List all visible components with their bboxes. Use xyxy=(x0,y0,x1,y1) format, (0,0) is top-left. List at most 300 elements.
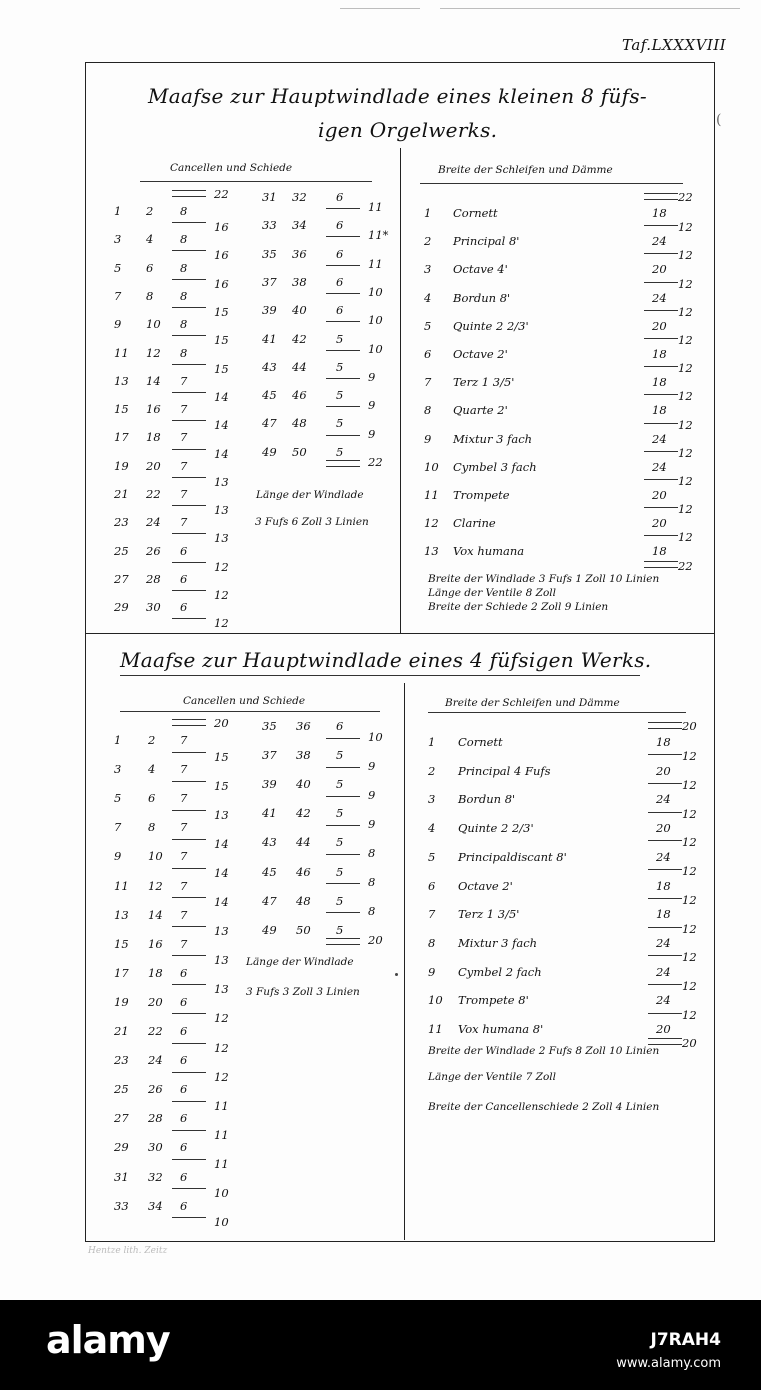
cancelle-number: 46 xyxy=(296,864,311,879)
cancelle-number: 8 xyxy=(146,288,154,303)
cancelle-number: 21 xyxy=(114,1024,129,1038)
cancelle-number: 26 xyxy=(146,543,161,558)
section2-title-rule xyxy=(120,675,640,676)
schied-width: 14 xyxy=(214,418,229,433)
damm-rule xyxy=(644,423,678,424)
schied-width: 12 xyxy=(214,588,229,603)
schied-rule xyxy=(326,350,360,351)
schied-rule xyxy=(326,208,360,209)
damm-rule xyxy=(648,984,682,985)
schied-width: 13 xyxy=(214,982,229,997)
section1-column-divider xyxy=(400,148,401,633)
cancelle-width: 5 xyxy=(336,359,344,374)
cancelle-width: 5 xyxy=(336,444,344,459)
register-number: 7 xyxy=(428,907,436,922)
schied-width: 12 xyxy=(214,1069,229,1084)
damm-rule xyxy=(644,479,678,480)
plate-label: Taf.LXXXVIII xyxy=(622,36,727,54)
cancelle-number: 23 xyxy=(114,1053,129,1068)
schied-width: 13 xyxy=(214,531,229,546)
cancelle-width: 7 xyxy=(180,878,188,893)
schied-width: 8 xyxy=(368,904,376,919)
damm-rule xyxy=(644,507,678,508)
damm-width: 12 xyxy=(678,332,693,347)
section2-note: Breite der Windlade 2 Fufs 8 Zoll 10 Linien xyxy=(428,1045,660,1057)
schied-rule xyxy=(326,883,360,884)
register-number: 12 xyxy=(424,516,439,531)
section2-left-underline xyxy=(120,711,380,712)
register-name: Principal 8' xyxy=(453,234,520,249)
schied-width: 8 xyxy=(368,845,376,860)
damm-width: 12 xyxy=(678,361,693,376)
section1-laenge-label: Länge der Windlade xyxy=(256,489,364,501)
cancelle-width: 5 xyxy=(336,416,344,431)
schied-width: 13 xyxy=(214,953,229,968)
damm-rule xyxy=(644,338,678,339)
cancelle-number: 38 xyxy=(296,748,311,763)
cancelle-number: 7 xyxy=(114,820,122,835)
image-url: www.alamy.com xyxy=(616,1356,721,1371)
cancelle-number: 39 xyxy=(262,777,277,792)
schied-rule xyxy=(172,752,206,753)
section1-left-heading: Cancellen und Schiede xyxy=(170,162,293,174)
section-divider xyxy=(85,633,714,634)
damm-width: 12 xyxy=(678,417,693,432)
schied-rule xyxy=(172,364,206,365)
schleife-width: 20 xyxy=(652,318,667,333)
cancelle-number: 26 xyxy=(148,1082,163,1097)
schied-rule xyxy=(172,1101,206,1102)
schied-width: 9 xyxy=(368,816,376,831)
cancelle-number: 27 xyxy=(114,1111,129,1126)
cancelle-width: 8 xyxy=(180,204,188,218)
register-number: 8 xyxy=(428,935,436,950)
cancelle-width: 6 xyxy=(180,1053,188,1068)
cancelle-width: 6 xyxy=(180,571,188,586)
cancelle-number: 10 xyxy=(148,849,163,864)
cancelle-number: 12 xyxy=(148,878,163,893)
schleife-width: 24 xyxy=(656,849,671,864)
damm-width: 12 xyxy=(678,530,693,545)
schleife-width: 24 xyxy=(656,935,671,950)
cancelle-number: 4 xyxy=(148,762,156,777)
schleife-width: 18 xyxy=(652,347,667,361)
cancelle-number: 25 xyxy=(114,543,129,558)
cancelle-width: 5 xyxy=(336,777,344,792)
cancelle-number: 5 xyxy=(114,791,122,806)
schied-rule xyxy=(172,926,206,927)
cancelle-number: 37 xyxy=(262,748,277,763)
cancelle-number: 35 xyxy=(262,719,277,733)
cancelle-number: 15 xyxy=(114,936,129,951)
cancelle-number: 13 xyxy=(114,373,129,388)
cancelle-number: 8 xyxy=(148,820,156,835)
register-name: Quarte 2' xyxy=(453,403,508,418)
damm-rule xyxy=(648,840,682,841)
cancelle-width: 6 xyxy=(336,303,344,318)
register-number: 4 xyxy=(428,821,436,836)
cancelle-number: 43 xyxy=(262,835,277,850)
cancelle-width: 6 xyxy=(180,1082,188,1097)
cancelle-number: 36 xyxy=(292,246,307,261)
cancelle-number: 41 xyxy=(262,806,277,821)
schied-rule xyxy=(172,562,206,563)
schied-rule xyxy=(172,420,206,421)
cancelle-number: 12 xyxy=(146,345,161,360)
schied-width: 15 xyxy=(214,361,229,376)
schied-width: 10 xyxy=(214,1215,229,1230)
damm-width: 12 xyxy=(678,389,693,404)
damm-width: 12 xyxy=(678,473,693,488)
register-name: Cornett xyxy=(453,206,498,220)
register-number: 13 xyxy=(424,544,439,559)
cancelle-width: 6 xyxy=(336,218,344,233)
cancelle-width: 6 xyxy=(180,1111,188,1126)
schied-rule xyxy=(172,984,206,985)
cancelle-number: 18 xyxy=(146,430,161,445)
section1-note: Länge der Ventile 8 Zoll xyxy=(428,587,556,599)
cancelle-number: 1 xyxy=(114,204,122,218)
schied-rule xyxy=(172,897,206,898)
schleife-width: 24 xyxy=(656,993,671,1008)
schied-rule xyxy=(172,279,206,280)
cancelle-number: 34 xyxy=(148,1198,163,1213)
cancelle-width: 6 xyxy=(336,274,344,289)
section1-left-underline xyxy=(140,181,372,182)
schied-width: 14 xyxy=(214,446,229,461)
schied-rule xyxy=(172,505,206,506)
cancelle-width: 7 xyxy=(180,402,188,417)
cancelle-number: 15 xyxy=(114,402,129,417)
damm-width: 12 xyxy=(678,276,693,291)
schied-rule xyxy=(172,335,206,336)
damm-width: 12 xyxy=(682,749,697,764)
schied-width: 8 xyxy=(368,875,376,890)
register-name: Clarine xyxy=(453,516,496,531)
register-name: Cornett xyxy=(458,735,503,749)
cancelle-number: 9 xyxy=(114,849,122,864)
schleife-width: 18 xyxy=(652,403,667,418)
schied-width: 10 xyxy=(368,341,383,356)
damm-rule xyxy=(644,310,678,311)
damm-double-rule xyxy=(644,193,678,200)
schied-width: 22 xyxy=(368,454,383,469)
schied-width: 20 xyxy=(368,933,383,948)
damm-rule xyxy=(648,927,682,928)
cancelle-number: 31 xyxy=(114,1169,129,1184)
cancelle-number: 42 xyxy=(292,331,307,346)
section1-right-heading: Breite der Schleifen und Dämme xyxy=(438,164,613,176)
cancelle-number: 36 xyxy=(296,719,311,733)
damm-width: 12 xyxy=(682,864,697,879)
cancelle-width: 8 xyxy=(180,345,188,360)
register-number: 6 xyxy=(428,878,436,893)
cancelle-number: 18 xyxy=(148,965,163,980)
damm-rule xyxy=(644,394,678,395)
cancelle-number: 46 xyxy=(292,388,307,403)
cancelle-width: 5 xyxy=(336,748,344,763)
cancelle-number: 45 xyxy=(262,388,277,403)
damm-rule xyxy=(648,955,682,956)
damm-width: 12 xyxy=(682,978,697,993)
schleife-width: 20 xyxy=(656,763,671,778)
schleife-width: 24 xyxy=(652,459,667,474)
schied-width: 11 xyxy=(368,200,383,215)
cancelle-number: 22 xyxy=(146,487,161,501)
cancelle-number: 47 xyxy=(262,893,277,908)
damm-width: 12 xyxy=(682,921,697,936)
damm-rule xyxy=(648,754,682,755)
register-name: Bordun 8' xyxy=(458,792,516,807)
register-number: 10 xyxy=(424,459,439,474)
register-number: 3 xyxy=(424,262,432,277)
schied-rule xyxy=(326,265,360,266)
cancelle-number: 11 xyxy=(114,878,129,893)
cancelle-width: 6 xyxy=(180,994,188,1009)
cancelle-number: 42 xyxy=(296,806,311,821)
cancelle-number: 48 xyxy=(296,893,311,908)
cancelle-width: 7 xyxy=(180,458,188,473)
cancelle-number: 31 xyxy=(262,190,277,204)
schied-rule xyxy=(326,435,360,436)
register-name: Vox humana xyxy=(453,544,525,559)
cancelle-number: 25 xyxy=(114,1082,129,1097)
damm-rule xyxy=(648,898,682,899)
schleife-width: 18 xyxy=(656,878,671,893)
schleife-width: 24 xyxy=(652,431,667,446)
cancelle-width: 6 xyxy=(180,965,188,980)
damm-width: 12 xyxy=(682,806,697,821)
schied-rule xyxy=(172,222,206,223)
schied-rule xyxy=(172,307,206,308)
register-number: 5 xyxy=(424,318,432,333)
schied-rule xyxy=(172,781,206,782)
register-name: Octave 2' xyxy=(458,878,513,893)
cancelle-width: 8 xyxy=(180,260,188,275)
schleife-width: 18 xyxy=(656,907,671,922)
section2-right-heading: Breite der Schleifen und Dämme xyxy=(445,697,620,709)
schied-width: 14 xyxy=(214,836,229,851)
cancelle-number: 19 xyxy=(114,458,129,473)
cancelle-number: 32 xyxy=(148,1169,163,1184)
cancelle-width: 5 xyxy=(336,864,344,879)
schied-width: 12 xyxy=(214,616,229,631)
register-number: 3 xyxy=(428,792,436,807)
schleife-width: 20 xyxy=(652,516,667,531)
cancelle-number: 14 xyxy=(148,907,163,922)
register-name: Principal 4 Fufs xyxy=(458,763,551,778)
cancelle-width: 6 xyxy=(336,719,344,733)
cancelle-width: 7 xyxy=(180,733,188,747)
schied-rule xyxy=(172,618,206,619)
schied-width: 16 xyxy=(214,248,229,263)
cancelle-width: 5 xyxy=(336,922,344,937)
schied-rule xyxy=(172,449,206,450)
cancelle-number: 41 xyxy=(262,331,277,346)
schied-rule xyxy=(172,810,206,811)
register-number: 8 xyxy=(424,403,432,418)
schied-rule xyxy=(172,1159,206,1160)
cancelle-number: 40 xyxy=(292,303,307,318)
schied-width: 20 xyxy=(214,716,229,730)
schied-rule xyxy=(326,767,360,768)
section1-note: Breite der Schiede 2 Zoll 9 Linien xyxy=(428,601,609,613)
section2-left-heading: Cancellen und Schiede xyxy=(183,695,306,707)
schied-width: 15 xyxy=(214,333,229,348)
cancelle-number: 20 xyxy=(146,458,161,473)
cancelle-number: 16 xyxy=(146,402,161,417)
schleife-width: 18 xyxy=(652,544,667,559)
schleife-width: 20 xyxy=(652,262,667,277)
damm-double-rule xyxy=(644,561,678,568)
alamy-logo: alamy xyxy=(46,1318,170,1362)
cancelle-number: 11 xyxy=(114,345,129,360)
register-name: Quinte 2 2/3' xyxy=(458,821,534,836)
schleife-width: 24 xyxy=(656,792,671,807)
cancelle-number: 1 xyxy=(114,733,122,747)
damm-rule xyxy=(648,783,682,784)
section2-right-underline xyxy=(428,712,686,713)
cancelle-number: 19 xyxy=(114,994,129,1009)
schied-width: 9 xyxy=(368,369,376,384)
cancelle-number: 38 xyxy=(292,274,307,289)
schied-width: 12 xyxy=(214,1011,229,1026)
damm-width: 12 xyxy=(678,445,693,460)
schied-rule xyxy=(172,1188,206,1189)
schied-rule xyxy=(172,250,206,251)
schied-rule xyxy=(326,825,360,826)
damm-rule xyxy=(644,366,678,367)
cancelle-number: 6 xyxy=(146,260,154,275)
cancelle-width: 7 xyxy=(180,487,188,501)
cancelle-number: 5 xyxy=(114,260,122,275)
schied-width: 10 xyxy=(214,1186,229,1201)
cancelle-number: 22 xyxy=(148,1024,163,1038)
schied-width: 9 xyxy=(368,787,376,802)
register-number: 9 xyxy=(424,431,432,446)
cancelle-width: 5 xyxy=(336,806,344,821)
cancelle-number: 35 xyxy=(262,246,277,261)
damm-width: 22 xyxy=(678,558,693,573)
damm-rule xyxy=(644,225,678,226)
cancelle-number: 27 xyxy=(114,571,129,586)
cancelle-number: 29 xyxy=(114,1140,129,1155)
cancelle-number: 14 xyxy=(146,373,161,388)
cancelle-width: 8 xyxy=(180,288,188,303)
cancelle-width: 5 xyxy=(336,331,344,346)
section2-note: Breite der Cancellenschiede 2 Zoll 4 Linien xyxy=(428,1101,660,1113)
register-name: Trompete 8' xyxy=(458,993,529,1008)
damm-width: 12 xyxy=(682,892,697,907)
section2-laenge-label: Länge der Windlade xyxy=(246,956,354,968)
cancelle-width: 7 xyxy=(180,791,188,806)
cancelle-number: 21 xyxy=(114,487,129,501)
damm-rule xyxy=(644,451,678,452)
cancelle-number: 2 xyxy=(146,204,154,218)
ink-dot xyxy=(395,973,398,976)
cancelle-number: 39 xyxy=(262,303,277,318)
cancelle-number: 30 xyxy=(148,1140,163,1155)
schied-rule xyxy=(326,738,360,739)
schleife-width: 20 xyxy=(652,488,667,502)
cancelle-width: 6 xyxy=(336,190,344,204)
cancelle-number: 43 xyxy=(262,359,277,374)
cancelle-number: 23 xyxy=(114,515,129,530)
schied-width: 10 xyxy=(368,313,383,328)
cancelle-number: 28 xyxy=(148,1111,163,1126)
cancelle-number: 33 xyxy=(114,1198,129,1213)
register-name: Cymbel 2 fach xyxy=(458,964,542,979)
cancelle-number: 4 xyxy=(146,232,154,247)
schied-width: 14 xyxy=(214,865,229,880)
cancelle-number: 13 xyxy=(114,907,129,922)
cancelle-number: 32 xyxy=(292,190,307,204)
register-name: Octave 4' xyxy=(453,262,508,277)
cancelle-number: 2 xyxy=(148,733,156,747)
section1-title-line2: igen Orgelwerks. xyxy=(318,118,498,142)
schied-rule xyxy=(326,378,360,379)
damm-rule xyxy=(644,253,678,254)
register-name: Vox humana 8' xyxy=(458,1022,544,1036)
cancelle-number: 7 xyxy=(114,288,122,303)
printer-mark: Hentze lith. Zeitz xyxy=(88,1246,168,1256)
schied-rule xyxy=(172,590,206,591)
register-name: Mixtur 3 fach xyxy=(453,431,533,446)
schied-double-rule xyxy=(326,460,360,467)
damm-rule xyxy=(648,1013,682,1014)
schied-width: 10 xyxy=(368,285,383,300)
schied-width: 16 xyxy=(214,276,229,291)
cancelle-number: 45 xyxy=(262,864,277,879)
schied-double-rule xyxy=(172,719,206,726)
cancelle-width: 6 xyxy=(180,543,188,558)
schied-rule xyxy=(326,796,360,797)
section2-column-divider xyxy=(404,683,405,1240)
cancelle-number: 17 xyxy=(114,965,129,980)
cancelle-number: 37 xyxy=(262,274,277,289)
cancelle-width: 6 xyxy=(180,1198,188,1213)
damm-rule xyxy=(644,535,678,536)
cancelle-number: 30 xyxy=(146,600,161,615)
cancelle-width: 5 xyxy=(336,893,344,908)
register-number: 11 xyxy=(428,1022,443,1036)
register-number: 9 xyxy=(428,964,436,979)
cancelle-number: 6 xyxy=(148,791,156,806)
cancelle-width: 7 xyxy=(180,515,188,530)
section1-note: Breite der Windlade 3 Fufs 1 Zoll 10 Linien xyxy=(428,573,660,585)
schied-rule xyxy=(172,477,206,478)
schied-rule xyxy=(172,955,206,956)
schleife-width: 18 xyxy=(652,375,667,390)
section2-note: Länge der Ventile 7 Zoll xyxy=(428,1071,556,1083)
cancelle-width: 7 xyxy=(180,430,188,445)
schied-width: 13 xyxy=(214,807,229,822)
cancelle-number: 3 xyxy=(114,232,122,247)
cancelle-number: 20 xyxy=(148,994,163,1009)
cancelle-number: 3 xyxy=(114,762,122,777)
cancelle-width: 7 xyxy=(180,820,188,835)
register-name: Bordun 8' xyxy=(453,290,511,305)
cancelle-width: 6 xyxy=(180,600,188,615)
schleife-width: 20 xyxy=(656,821,671,836)
cancelle-number: 17 xyxy=(114,430,129,445)
schied-width: 11 xyxy=(214,1127,229,1142)
register-name: Terz 1 3/5' xyxy=(453,375,515,390)
schied-rule xyxy=(326,321,360,322)
schied-rule xyxy=(326,912,360,913)
register-name: Trompete xyxy=(453,488,510,502)
register-name: Cymbel 3 fach xyxy=(453,459,537,474)
